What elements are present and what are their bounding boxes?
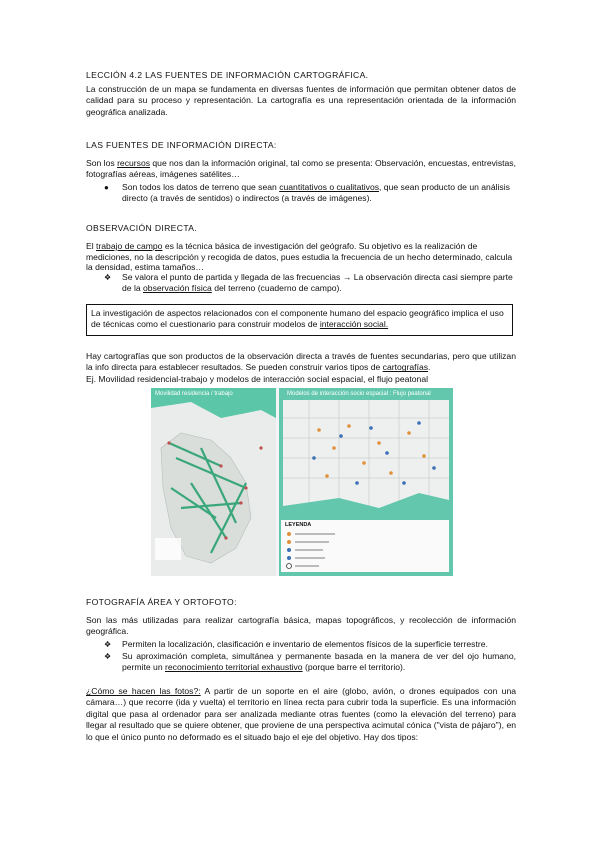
how-photos-paragraph: ¿Cómo se hacen las fotos?: A partir de un soporte en el aire (globo, avión, o drones equipados con una cámara…) que recorre (ida y vuelta) el territorio en línea recta para cubrir toda la superficie. Es una información digital que pasa al ordenador para ser analizada mediante otras fuentes (como la elevación del terreno) para llegar al resultado que se quiere obtener, que proviene de una perspectiva acimutal cónica ("vista de pájaro"), en lo que el único punto no deformado es el situado bajo el eje del objetivo. Hay dos tipos: bbox=[86, 686, 517, 742]
aerial-heading: FOTOGRAFÍA ÁREA Y ORTOFOTO: bbox=[86, 597, 237, 607]
diamond-bullet-icon: ❖ bbox=[104, 640, 112, 649]
maps-figure bbox=[151, 388, 453, 576]
direct-sources-heading: LAS FUENTES DE INFORMACIÓN DIRECTA: bbox=[86, 140, 277, 150]
highlight-box: La investigación de aspectos relacionados con el componente humano del espacio geográfico implica el uso de técnicas como el cuestionario para construir modelos de interacción social. bbox=[86, 304, 513, 336]
example-line: Ej. Movilidad residencial-trabajo y modelos de interacción social espacial, el flujo peatonal bbox=[86, 374, 429, 384]
bullet-text: Se valora el punto de partida y llegada de las frecuencias → La observación directa casi siempre parte de la observación física del terreno (cuaderno de campo). bbox=[122, 272, 513, 294]
bullet-text: Son todos los datos de terreno que sean cuantitativos o cualitativos, que sean producto de un análisis directo (a través de sentidos) o indirectos (a través de imágenes). bbox=[122, 182, 510, 204]
lesson-title: LECCIÓN 4.2 LAS FUENTES DE INFORMACIÓN CARTOGRÁFICA. bbox=[86, 70, 369, 80]
mobility-map-graphic bbox=[151, 388, 276, 576]
diamond-bullet-icon: ❖ bbox=[104, 652, 112, 661]
intro-paragraph: La construcción de un mapa se fundamenta en diversas fuentes de información que permitan obtener datos de calidad para su proceso y representación. La cartografía es una representación orientada de la información geográfica analizada. bbox=[86, 84, 516, 117]
observation-paragraph: El trabajo de campo es la técnica básica de investigación del geógrafo. Su objetivo es la realización de mediciones, no la descripción y recogida de datos, pues estudia la frecuencia de un hecho determinado, calcula la densidad, estima tamaños… bbox=[86, 241, 513, 273]
mobility-map-title: Movilidad residencia / trabajo bbox=[155, 391, 233, 397]
recursos-link: recursos bbox=[117, 158, 151, 168]
diamond-bullet-icon: ❖ bbox=[104, 273, 112, 282]
cartography-paragraph: Hay cartografías que son productos de la observación directa a través de fuentes secundarias, pero que utilizan la info directa para establecer resultados. Se pueden construir varios tipos de cartografías. bbox=[86, 351, 516, 373]
direct-sources-paragraph: Son los recursos que nos dan la información original, tal como se presenta: Observación, encuestas, entrevistas, fotografías aéreas, imágenes satélites… bbox=[86, 158, 516, 180]
legend-symbols bbox=[281, 520, 449, 572]
legend-title: LEYENDA bbox=[285, 522, 312, 528]
bullet-text: Su aproximación completa, simultánea y permanente basada en la manera de ver del ojo humano, permite un reconocimiento territorial exhaustivo (porque barre el territorio). bbox=[122, 651, 516, 673]
observation-heading: OBSERVACIÓN DIRECTA. bbox=[86, 223, 198, 233]
pedestrian-map-title: Modelos de interacción socio espacial : Flujo peatonal bbox=[287, 391, 431, 397]
aerial-paragraph: Son las más utilizadas para realizar cartografía básica, mapas topográficos, y recolección de información geográfica. bbox=[86, 615, 516, 637]
bullet-text: Permiten la localización, clasificación e inventario de elementos físicos de la superficie terrestre. bbox=[122, 639, 488, 649]
map-legend bbox=[281, 520, 449, 572]
mobility-map bbox=[151, 388, 276, 576]
bullet-dot-icon: ● bbox=[104, 183, 109, 192]
